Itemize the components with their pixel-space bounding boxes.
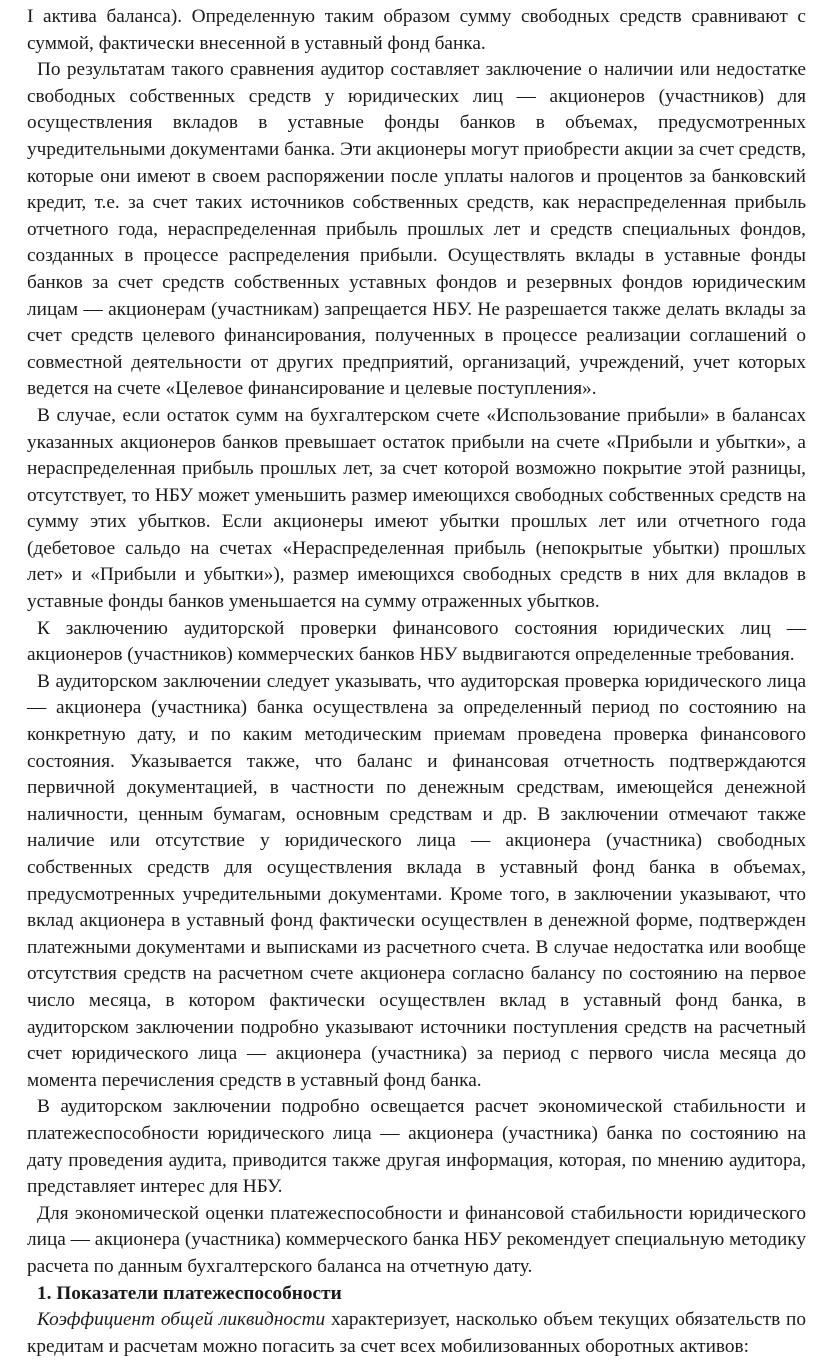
- paragraph-requirements: К заключению аудиторской проверки финансового состояния юридических лиц — акционеров (участников) коммерческих банков НБУ выдвигаются определенные требования.: [27, 617, 806, 666]
- paragraph-audit-conclusion: По результатам такого сравнения аудитор составляет заключение о наличии или недостатке свободных собственных средств у юридических лиц — акционеров (участников) для осуществления вкладов в уставные фонды банков в объемах, предусмотренных учредительными документами банка. Эти акционеры могут приобрести акции за счет средств, которые они имеют в своем распоряжении после уплаты налогов и процентов за банковский кредит, т.е. за счет таких источников собственных средств, как нераспределенная прибыль отчетного года, нераспределенная прибыль прошлых лет и средств специальных фондов, созданных в процессе распределения прибыли. Осуществлять вклады в уставные фонды банков за счет средств собственных уставных фондов и резервных фондов юридическим лицам — акционерам (участникам) запрещается НБУ. Не разрешается также делать вклады за счет средств целевого финансирования, полученных в процессе реализации соглашений о совместной деятельности от других предприятий, организаций, учреждений, учет которых ведется на счете «Целевое финансирование и целевые поступления».: [27, 59, 806, 400]
- section-heading: 1. Показатели платежеспособности: [37, 1282, 342, 1304]
- term-general-liquidity: Коэффициент общей ликвидности: [37, 1309, 326, 1331]
- paragraph-stability: В аудиторском заключении подробно освещается расчет экономической стабильности и платежеспособности юридического лица — акционера (участника) банка по состоянию на дату проведения аудита, приводится также другая информация, которая, по мнению аудитора, представляет интерес для НБУ.: [27, 1096, 806, 1198]
- paragraph-liquidity: [27, 1307, 806, 1360]
- paragraph-continuation: I актива баланса). Определенную таким образом сумму свободных средств сравнивают с суммой, фактически внесенной в уставный фонд банка.: [27, 6, 806, 54]
- liquidity-definition: характеризует, насколько объем текущих обязательств по кредитам и расчетам можно погасить за счет всех мобилизованных оборотных активов:: [27, 1309, 806, 1357]
- paragraph-methodology: Для экономической оценки платежеспособности и финансовой стабильности юридического лица — акционера (участника) коммерческого банка НБУ рекомендует специальную методику расчета по данным бухгалтерского баланса на отчетную дату.: [27, 1202, 806, 1277]
- paragraph-losses: В случае, если остаток сумм на бухгалтерском счете «Использование прибыли» в балансах указанных акционеров банков превышает остаток прибыли на счете «Прибыли и убытки», а нераспределенная прибыль прошлых лет, за счет которой возможно покрытие этой разницы, отсутствует, то НБУ может уменьшить размер имеющихся свободных собственных средств на сумму этих убытков. Если акционеры имеют убытки прошлых лет или отчетного года (дебетовое сальдо на счетах «Нераспределенная прибыль (непокрытые убытки) прошлых лет» и «Прибыли и убытки»), размер имеющихся свободных средств в них для вкладов в уставные фонды банков уменьшается на сумму отраженных убытков.: [27, 404, 806, 613]
- paragraph-audit-report-contents: В аудиторском заключении следует указывать, что аудиторская проверка юридического лица — акционера (участника) банка осуществлена за определенный период по состоянию на конкретную дату, и по каким методическим приемам проведена проверка финансового состояния. Указывается также, что баланс и финансовая отчетность подтверждаются первичной документацией, в частности по денежным средствам, имеющейся денежной наличности, ценным бумагам, основным средствам и др. В заключении отмечают также наличие или отсутствие у юридического лица — акционера (участника) свободных собственных средств для осуществления вклада в уставный фонд банка в объемах, предусмотренных учредительными документами. Кроме того, в заключении указывают, что вклад акционера в уставный фонд фактически осуществлен в денежной форме, подтвержден платежными документами и выписками из расчетного счета. В случае недостатка или вообще отсутствия средств на расчетном счете акционера согласно балансу по состоянию на первое число месяца, в котором фактически осуществлен вклад в уставный фонд банка, в аудиторском заключении подробно указывают источники поступления средств на расчетный счет юридического лица — акционера (участника) за период с первого числа месяца до момента перечисления средств в уставный фонд банка.: [27, 670, 806, 1091]
